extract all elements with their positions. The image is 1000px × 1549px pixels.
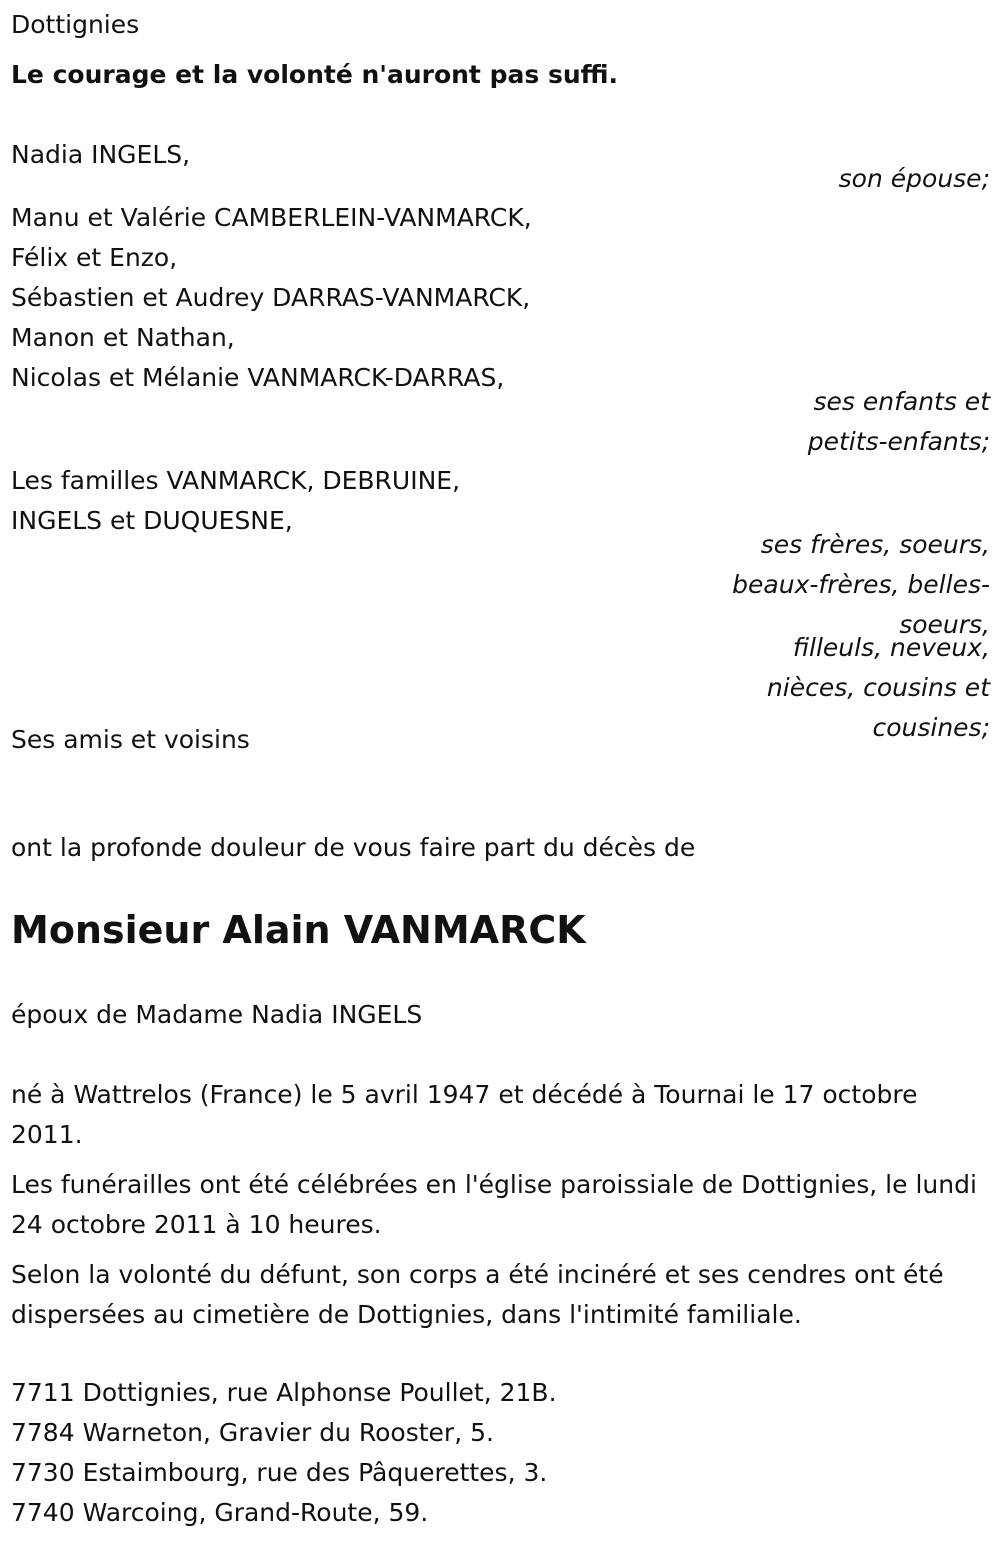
families-role: ses frères, soeurs,	[760, 530, 990, 559]
families-line: INGELS et DUQUESNE,	[11, 506, 293, 535]
birth-death: né à Wattrelos (France) le 5 avril 1947 et décédé à Tournai le 17 octobre 2011.	[11, 1080, 918, 1149]
spouse-of: époux de Madame Nadia INGELS	[11, 1000, 423, 1029]
families-line: Les familles VANMARCK, DEBRUINE,	[11, 466, 461, 495]
child-line: Sébastien et Audrey DARRAS-VANMARCK,	[11, 283, 531, 312]
child-line: Nicolas et Mélanie VANMARCK-DARRAS,	[11, 363, 505, 392]
families-role: beaux-frères, belles-	[732, 570, 990, 599]
families-role: soeurs,	[899, 610, 990, 639]
cremation-details: Selon la volonté du défunt, son corps a été incinéré et ses cendres ont été dispersées au cimetière de Dottignies, dans l'intimité familiale.	[11, 1260, 944, 1329]
address-line: 7711 Dottignies, rue Alphonse Poullet, 21B.	[11, 1378, 557, 1407]
motto: Le courage et la volonté n'auront pas suffi.	[11, 60, 618, 89]
child-line: Félix et Enzo,	[11, 243, 178, 272]
child-line: Manu et Valérie CAMBERLEIN-VANMARCK,	[11, 203, 532, 232]
address-line: 7784 Warneton, Gravier du Rooster, 5.	[11, 1418, 494, 1447]
families-role: cousines;	[872, 713, 990, 742]
address-line: 7740 Warcoing, Grand-Route, 59.	[11, 1498, 429, 1527]
spouse-name: Nadia INGELS,	[11, 140, 191, 169]
friends-line: Ses amis et voisins	[11, 725, 250, 754]
place-heading: Dottignies	[11, 10, 140, 39]
spouse-role: son épouse;	[838, 164, 990, 193]
families-role: filleuls, neveux,	[792, 633, 990, 662]
families-role: nièces, cousins et	[766, 673, 990, 702]
children-role: ses enfants et	[813, 387, 990, 416]
children-role: petits-enfants;	[807, 427, 990, 456]
deceased-name: Monsieur Alain VANMARCK	[11, 908, 586, 952]
announcement: ont la profonde douleur de vous faire part du décès de	[11, 833, 696, 862]
child-line: Manon et Nathan,	[11, 323, 235, 352]
address-line: 7730 Estaimbourg, rue des Pâquerettes, 3.	[11, 1458, 548, 1487]
funeral-details: Les funérailles ont été célébrées en l'église paroissiale de Dottignies, le lundi 24 octobre 2011 à 10 heures.	[11, 1170, 977, 1239]
